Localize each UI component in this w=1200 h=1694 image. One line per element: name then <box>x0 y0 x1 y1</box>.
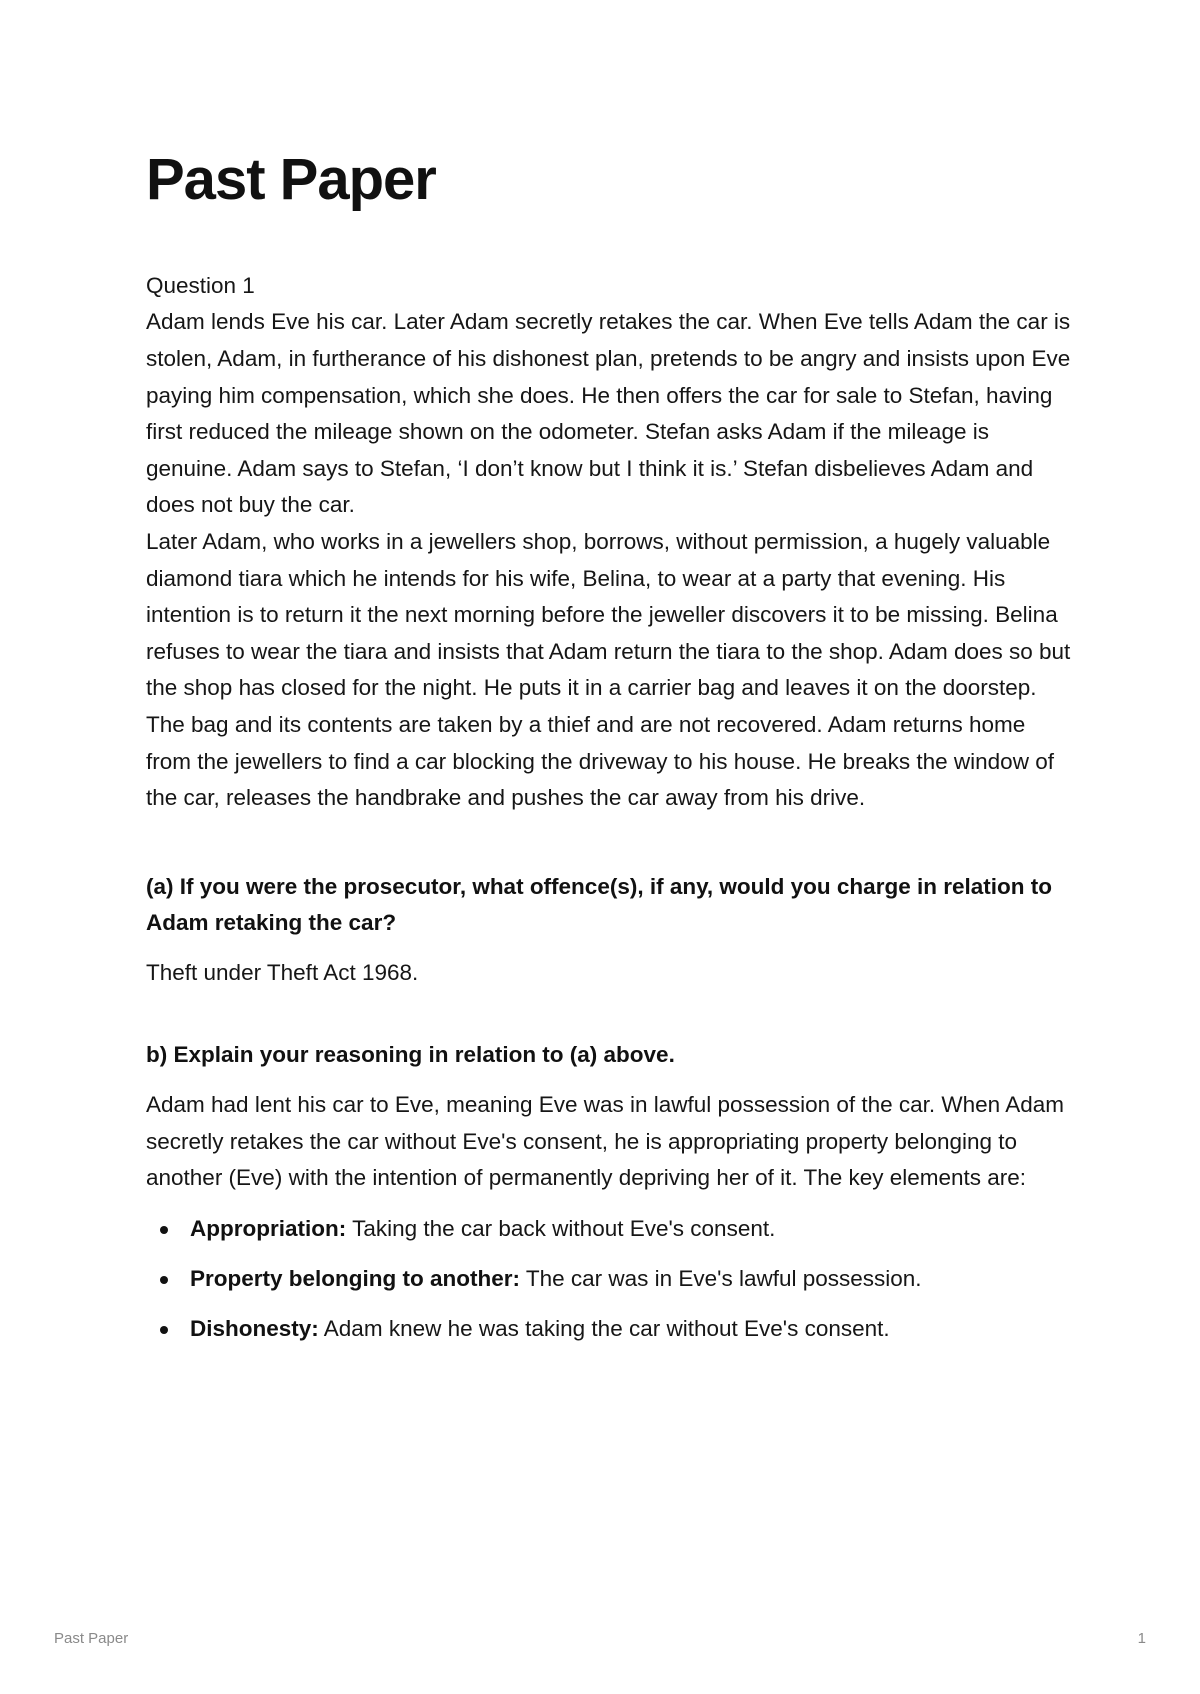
document-page <box>146 148 1076 1361</box>
bullet-icon <box>160 1226 168 1234</box>
part-a-question: (a) If you were the prosecutor, what offence(s), if any, would you charge in relation to Adam retaking the car? <box>146 873 1052 935</box>
list-item-text: Adam knew he was taking the car without Eve's consent. <box>318 1316 890 1342</box>
list-item <box>146 1211 1076 1247</box>
list-item-term: Appropriation: <box>190 1216 347 1242</box>
scenario-paragraph-2: Later Adam, who works in a jewellers shop, borrows, without permission, a hugely valuable diamond tiara which he intends for his wife, Belina, to wear at a party that evening. His intention is to return it the next morning before the jeweller discovers it to be missing. Belina refuses to wear the tiara and insists that Adam return the tiara to the shop. Adam does so but the shop has closed for the night. He puts it in a carrier bag and leaves it on the doorstep. The bag and its contents are taken by a thief and are not recovered. Adam returns home from the jewellers to find a car blocking the driveway to his house. He breaks the window of the car, releases the handbrake and pushes the car away from his drive. <box>146 528 1071 811</box>
scenario-paragraph-1: Adam lends Eve his car. Later Adam secretly retakes the car. When Eve tells Adam the car is stolen, Adam, in furtherance of his dishonest plan, pretends to be angry and insists upon Eve paying him compensation, which she does. He then offers the car for sale to Stefan, having first reduced the mileage shown on the odometer. Stefan asks Adam if the mileage is genuine. Adam says to Stefan, ‘I don’t know but I think it is.’ Stefan disbelieves Adam and does not buy the car. <box>146 309 1071 518</box>
bullet-icon <box>160 1326 168 1334</box>
question-block <box>146 268 1076 817</box>
list-item-text: Taking the car back without Eve's consent. <box>346 1216 776 1242</box>
footer-title: Past Paper <box>54 1630 129 1647</box>
list-item-text: The car was in Eve's lawful possession. <box>520 1266 922 1292</box>
list-item-term: Dishonesty: <box>190 1316 319 1342</box>
part-b-answer: Adam had lent his car to Eve, meaning Eve was in lawful possession of the car. When Adam secretly retakes the car without Eve's consent, he is appropriating property belonging to another (Eve) with the intention of permanently depriving her of it. The key elements are: <box>146 1092 1064 1191</box>
list-item <box>146 1311 1076 1347</box>
list-item <box>146 1261 1076 1297</box>
key-elements-list <box>146 1211 1076 1347</box>
bullet-icon <box>160 1276 168 1284</box>
part-b-question: b) Explain your reasoning in relation to (a) above. <box>146 1042 675 1068</box>
list-item-term: Property belonging to another: <box>190 1266 520 1292</box>
page-title: Past Paper <box>146 147 436 212</box>
page-number: 1 <box>1137 1630 1146 1647</box>
question-heading: Question 1 <box>146 272 255 298</box>
part-a-answer: Theft under Theft Act 1968. <box>146 959 419 985</box>
